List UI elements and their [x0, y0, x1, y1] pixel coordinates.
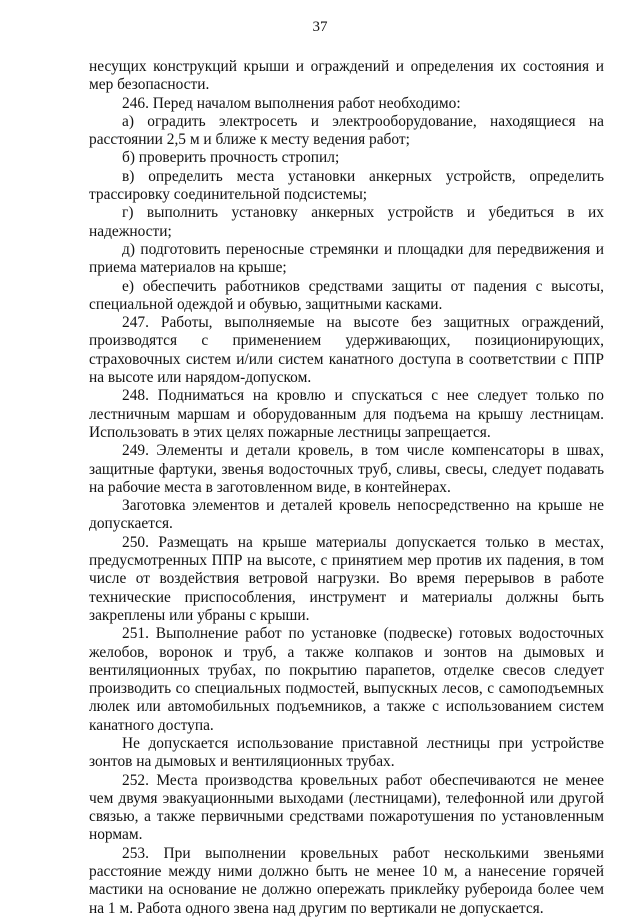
paragraph-246-d: д) подготовить переносные стремянки и площадки для передвижения и приема материалов на крыше;	[89, 240, 604, 277]
paragraph-246-e: е) обеспечить работников средствами защиты от падения с высоты, специальной одеждой и обувью, защитными касками.	[89, 277, 604, 313]
paragraph-246-a: а) оградить электросеть и электрооборудование, находящиеся на расстоянии 2,5 м и ближе к месту ведения работ;	[89, 112, 604, 149]
page-number: 37	[312, 19, 328, 35]
paragraph-248: 248. Подниматься на кровлю и спускаться с нее следует только по лестничным маршам и оборудованным для подъема на крышу лестницам. Использовать в этих целях пожарные лестницы запрещается.	[89, 387, 604, 441]
paragraph-252: 252. Места производства кровельных работ обеспечиваются не менее чем двумя эвакуационными выходами (лестницами), телефонной или другой связью, а также первичными средствами пожаротушения по установленным нормам.	[89, 771, 604, 844]
paragraph-246-v: в) определить места установки анкерных устройств, определить трассировку соединительной подсистемы;	[89, 167, 604, 204]
paragraph-253: 253. При выполнении кровельных работ несколькими звеньями расстояние между ними должно быть не менее 10 м, а нанесение горячей мастики на основание не должно опережать приклейку рубероида более чем на 1 м. Работа одного звена над другим по вертикали не допускается.	[89, 844, 604, 917]
paragraph-249-note: Заготовка элементов и деталей кровель непосредственно на крыше не допускается.	[89, 497, 604, 533]
paragraph-251-note: Не допускается использование приставной лестницы при устройстве зонтов на дымовых и вентиляционных трубах.	[89, 734, 604, 771]
paragraph-247: 247. Работы, выполняемые на высоте без защитных ограждений, производятся с применением удерживающих, позиционирующих, страховочных систем и/или систем канатного доступа в соответствии с ППР на высоте или нарядом-допуском.	[89, 314, 604, 387]
document-text	[89, 58, 604, 918]
paragraph-continuation: несущих конструкций крыши и ограждений и определения их состояния и мер безопасности.	[89, 58, 604, 94]
paragraph-250: 250. Размещать на крыше материалы допускается только в местах, предусмотренных ППР на высоте, с принятием мер против их падения, в том числе от воздействия ветровой нагрузки. Во время перерывов в работе технические приспособления, инструмент и материалы должны быть закреплены или убраны с крыши.	[89, 533, 604, 624]
paragraph-246-g: г) выполнить установку анкерных устройств и убедиться в их надежности;	[89, 204, 604, 240]
paragraph-251: 251. Выполнение работ по установке (подвеске) готовых водосточных желобов, воронок и труб, а также колпаков и зонтов на дымовых и вентиляционных трубах, по покрытию парапетов, отделке свесов следует производить со специальных подмостей, выпускных лесов, с самоподъемных люлек или автомобильных подъемников, а также с использованием систем канатного доступа.	[89, 625, 604, 734]
paragraph-246: 246. Перед началом выполнения работ необходимо:	[122, 94, 461, 112]
paragraph-249: 249. Элементы и детали кровель, в том числе компенсаторы в швах, защитные фартуки, звенья водосточных труб, сливы, свесы, следует подавать на рабочие места в заготовленном виде, в контейнерах.	[89, 442, 604, 496]
paragraph-246-b: б) проверить прочность стропил;	[122, 149, 340, 167]
